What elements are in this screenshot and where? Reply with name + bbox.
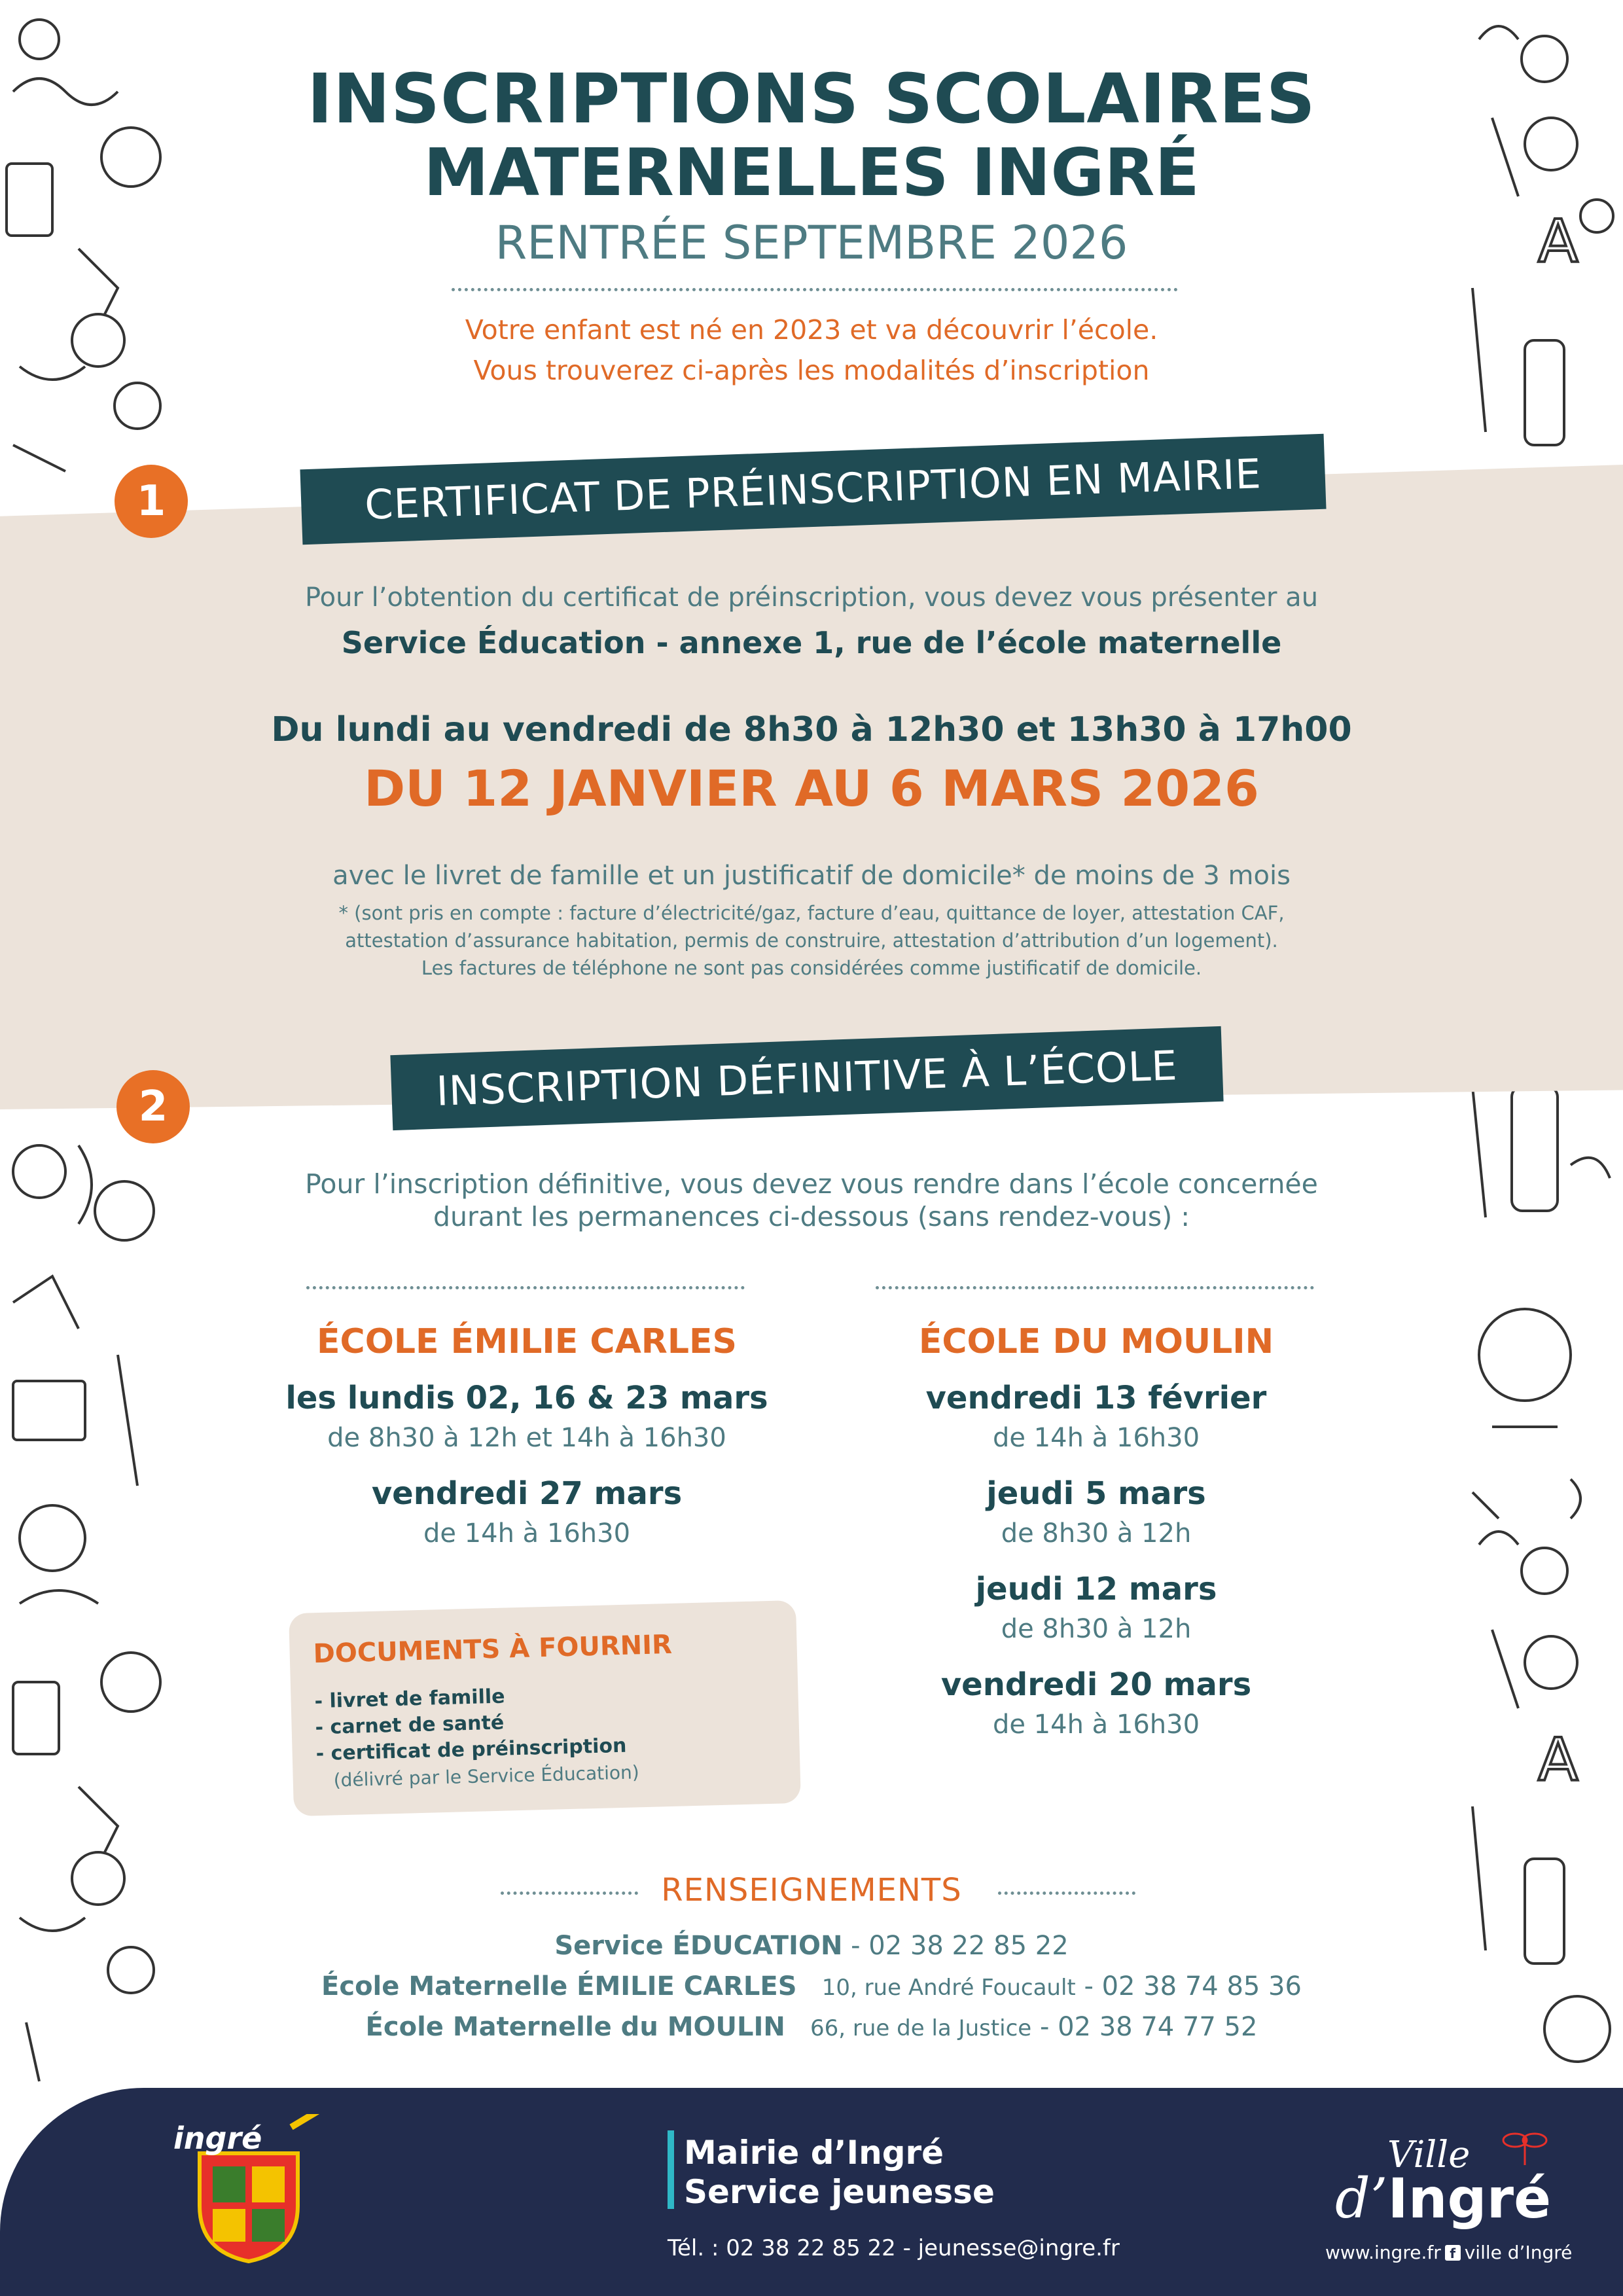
intro-line-2: Vous trouverez ci-après les modalités d’inscription <box>473 355 1150 386</box>
info-title: RENSEIGNEMENTS <box>661 1872 962 1909</box>
right-column-divider <box>876 1286 1314 1289</box>
info-line-emilie-carles <box>0 1971 1623 2001</box>
session-hours: de 14h à 16h30 <box>992 1710 1200 1740</box>
section-1-heading: CERTIFICAT DE PRÉINSCRIPTION EN MAIRIE <box>300 434 1326 545</box>
info-name: Service ÉDUCATION <box>554 1931 843 1961</box>
ingre-logo-text: ingré <box>173 2121 262 2156</box>
info-phone: - 02 38 74 85 36 <box>1084 1971 1302 2001</box>
footer-web <box>1325 2242 1572 2263</box>
session-hours: de 8h30 à 12h <box>1001 1614 1192 1644</box>
session-day: vendredi 27 mars <box>371 1475 683 1512</box>
document-item: - certificat de préinscription <box>315 1734 627 1766</box>
school-du-moulin <box>831 1322 1361 1740</box>
footer-contact: Tél. : 02 38 22 85 22 - jeunesse@ingre.fr <box>668 2235 1120 2261</box>
session-hours: de 14h à 16h30 <box>992 1423 1200 1453</box>
session-day: vendredi 20 mars <box>940 1666 1252 1703</box>
section-1-hours: Du lundi au vendredi de 8h30 à 12h30 et 13h30 à 17h00 <box>271 710 1352 749</box>
school-name: ÉCOLE ÉMILIE CARLES <box>317 1322 737 1361</box>
info-name: École Maternelle du MOULIN <box>365 2012 785 2042</box>
session-hours: de 8h30 à 12h et 14h à 16h30 <box>327 1423 726 1453</box>
footer-brand-ingre-text: Ingré <box>1387 2166 1552 2231</box>
footer-website[interactable]: www.ingre.fr <box>1325 2242 1441 2263</box>
svg-text:A: A <box>1538 1726 1578 1795</box>
title-line-1: INSCRIPTIONS SCOLAIRES <box>307 59 1316 139</box>
info-phone: - 02 38 22 85 22 <box>851 1931 1069 1961</box>
section-1-documents: avec le livret de famille et un justificatif de domicile* de moins de 3 mois <box>332 861 1291 891</box>
info-line-service <box>0 1931 1623 1961</box>
section-1-address: Service Éducation - annexe 1, rue de l’école maternelle <box>341 625 1282 660</box>
info-name: École Maternelle ÉMILIE CARLES <box>321 1971 797 2001</box>
footer-facebook-label[interactable]: ville d’Ingré <box>1464 2242 1573 2263</box>
section-2-intro-line-2: durant les permanences ci-dessous (sans rendez-vous) : <box>433 1201 1190 1232</box>
ingre-crest-logo <box>167 2114 330 2265</box>
dragonfly-icon <box>1499 2127 1551 2166</box>
document-item: - livret de famille <box>314 1685 505 1713</box>
subtitle-rentree: RENTRÉE SEPTEMBRE 2026 <box>495 216 1128 270</box>
facebook-icon: f <box>1445 2245 1461 2261</box>
info-address: 66, rue de la Justice <box>810 2015 1032 2041</box>
footer-brand-ingre <box>1335 2166 1551 2231</box>
documents-title: DOCUMENTS À FOURNIR <box>313 1629 673 1670</box>
header-divider <box>452 288 1178 291</box>
section-1-intro: Pour l’obtention du certificat de préinscription, vous devez vous présenter au <box>304 583 1319 613</box>
info-address: 10, rue André Foucault <box>821 1975 1076 2001</box>
footer-brand-ville: Ville <box>1387 2134 1471 2176</box>
footer-brand-d: d’ <box>1335 2166 1388 2231</box>
session-day: vendredi 13 février <box>925 1380 1267 1416</box>
documents-box <box>289 1600 801 1816</box>
footer <box>0 2088 1623 2296</box>
intro-line-1: Votre enfant est né en 2023 et va découvrir l’école. <box>465 314 1158 346</box>
session-day: les lundis 02, 16 & 23 mars <box>285 1380 768 1416</box>
session-day: jeudi 5 mars <box>986 1475 1206 1512</box>
section-1-dates: DU 12 JANVIER AU 6 MARS 2026 <box>364 759 1259 817</box>
step-1-badge: 1 <box>115 465 188 538</box>
session-hours: de 14h à 16h30 <box>423 1518 631 1549</box>
info-line-moulin <box>0 2012 1623 2042</box>
document-note: (délivré par le Service Éducation) <box>333 1761 640 1791</box>
school-emilie-carles <box>262 1322 792 1549</box>
document-item: - carnet de santé <box>315 1711 505 1740</box>
footer-org-service: Service jeunesse <box>684 2173 995 2211</box>
session-hours: de 8h30 à 12h <box>1001 1518 1192 1549</box>
school-name: ÉCOLE DU MOULIN <box>918 1322 1274 1361</box>
session-day: jeudi 12 mars <box>975 1571 1217 1607</box>
section-2-heading: INSCRIPTION DÉFINITIVE À L’ÉCOLE <box>390 1026 1223 1130</box>
footer-org-name: Mairie d’Ingré <box>684 2134 944 2172</box>
step-2-badge: 2 <box>116 1070 190 1143</box>
section-1-note-line-1: * (sont pris en compte : facture d’électricité/gaz, facture d’eau, quittance de loyer, attestation CAF, <box>338 902 1285 924</box>
svg-text:A: A <box>1538 207 1578 276</box>
section-1-note-line-2: attestation d’assurance habitation, permis de construire, attestation d’attribution d’un logement). <box>345 929 1278 952</box>
section-2-intro-line-1: Pour l’inscription définitive, vous devez vous rendre dans l’école concernée <box>305 1168 1318 1200</box>
left-column-divider <box>306 1286 745 1289</box>
info-phone: - 02 38 74 77 52 <box>1039 2012 1258 2042</box>
footer-accent-bar <box>668 2130 674 2209</box>
section-1-note-line-3: Les factures de téléphone ne sont pas considérées comme justificatif de domicile. <box>421 957 1202 979</box>
title-line-2: MATERNELLES INGRÉ <box>423 134 1200 211</box>
